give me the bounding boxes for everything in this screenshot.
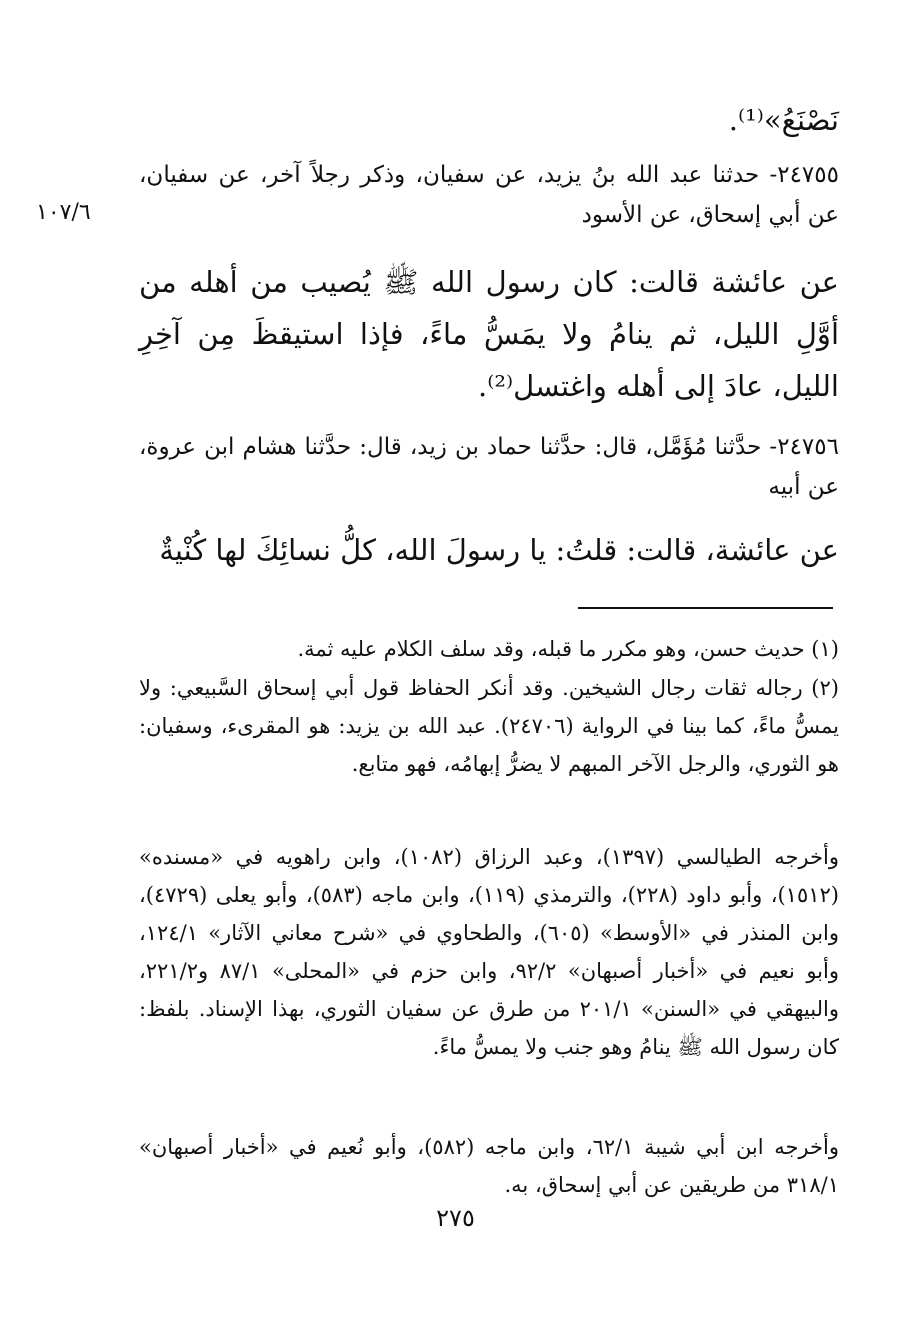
footnote-2: (٢) رجاله ثقات رجال الشيخين. وقد أنكر الحفاظ قول أبي إسحاق السَّبيعي: ولا يمسُّ ماءً، كما بينا في الرواية (٢٤٧٠٦). عبد الله بن يزيد: هو المقرىء، وسفيان: هو الثوري، والرجل الآخر المبهم لا يضرُّ إبهامُه، فهو متابع. <box>139 676 840 776</box>
hadith-24756-chain: ٢٤٧٥٦- حدَّثنا مُؤَمَّل، قال: حدَّثنا حماد بن زيد، قال: حدَّثنا هشام ابن عروة، عن أبيه <box>139 434 839 500</box>
page-number: ٢٧٥ <box>436 1204 475 1232</box>
hadith-24756-text: عن عائشة، قالت: قلتُ: يا رسولَ الله، كلُّ نسائِكَ لها كُنْيةٌ <box>159 533 839 567</box>
footnote-2-additional-sources: وأخرجه ابن أبي شيبة ٦٢/١، وابن ماجه (٥٨٢)، وأبو نُعيم في «أخبار أصبهان» ٣١٨/١ من طريقين عن أبي إسحاق، به. <box>139 1135 839 1197</box>
opening-fragment: نَصْنَعُ»⁽¹⁾. <box>728 103 839 137</box>
footnote-1: (١) حديث حسن، وهو مكرر ما قبله، وقد سلف الكلام عليه ثمة. <box>297 637 839 661</box>
footnote-2-sources: وأخرجه الطيالسي (١٣٩٧)، وعبد الرزاق (١٠٨٢)، وابن راهويه في «مسنده» (١٥١٢)، وأبو داود (٢٢٨)، والترمذي (١١٩)، وابن ماجه (٥٨٣)، وأبو يعلى (٤٧٢٩)، وابن المنذر في «الأوسط» (٦٠٥)، والطحاوي في «شرح معاني الآثار» ١٢٤/١، وأبو نعيم في «أخبار أصبهان» ٩٢/٢، وابن حزم في «المحلى» ٨٧/١ و٢٢١/٢، والبيهقي في «السنن» ٢٠١/١ من طرق عن سفيان الثوري، بهذا الإسناد. بلفظ: كان رسول الله ﷺ ينامُ وهو جنب ولا يمسُّ ماءً. <box>139 845 840 1059</box>
hadith-24755-text: عن عائشة قالت: كان رسول الله ﷺ يُصيب من أهله من أوَّلِ الليل، ثم ينامُ ولا يمَسُّ ماءً، فإذا استيقظَ مِن آخِرِ الليل، عادَ إلى أهله واغتسل⁽²⁾. <box>139 265 839 403</box>
footnote-separator <box>578 607 833 609</box>
margin-volume-page-reference: ١٠٧/٦ <box>36 200 91 225</box>
hadith-24755-chain: ٢٤٧٥٥- حدثنا عبد الله بنُ يزيد، عن سفيان، وذكر رجلاً آخر، عن سفيان، عن أبي إسحاق، عن الأسود <box>139 162 839 228</box>
